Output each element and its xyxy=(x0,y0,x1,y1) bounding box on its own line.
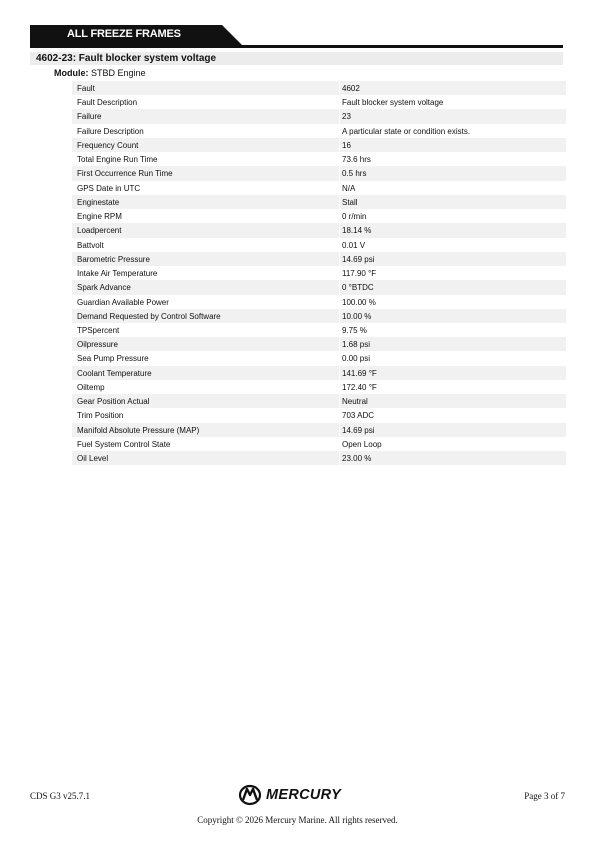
table-row xyxy=(72,252,566,266)
mercury-logo xyxy=(238,783,358,807)
row-label: Guardian Available Power xyxy=(77,297,169,307)
row-value: 0.5 hrs xyxy=(342,169,367,179)
row-label: Frequency Count xyxy=(77,140,139,150)
page-title: ALL FREEZE FRAMES xyxy=(67,28,181,40)
column-divider xyxy=(339,337,340,351)
row-label: Manifold Absolute Pressure (MAP) xyxy=(77,425,200,435)
row-label: GPS Date in UTC xyxy=(77,183,141,193)
row-label: Total Engine Run Time xyxy=(77,155,158,165)
row-value: 100.00 % xyxy=(342,297,376,307)
table-row xyxy=(72,380,566,394)
row-value: 10.00 % xyxy=(342,311,372,321)
table-row xyxy=(72,109,566,123)
row-label: Gear Position Actual xyxy=(77,397,150,407)
row-value: 14.69 psi xyxy=(342,425,375,435)
column-divider xyxy=(339,451,340,465)
row-value: 14.69 psi xyxy=(342,254,375,264)
row-label: Failure Description xyxy=(77,126,144,136)
row-value: 0.00 psi xyxy=(342,354,371,364)
column-divider xyxy=(339,380,340,394)
row-value: 703 ADC xyxy=(342,411,375,421)
column-divider xyxy=(339,109,340,123)
row-label: Spark Advance xyxy=(77,283,131,293)
brand-name: MERCURY xyxy=(266,787,342,803)
table-row xyxy=(72,166,566,180)
column-divider xyxy=(339,181,340,195)
row-label: Oiltemp xyxy=(77,382,105,392)
table-row xyxy=(72,280,566,294)
table-row xyxy=(72,209,566,223)
header-banner xyxy=(30,25,242,45)
row-label: Demand Requested by Control Software xyxy=(77,311,221,321)
row-label: Trim Position xyxy=(77,411,124,421)
row-label: Coolant Temperature xyxy=(77,368,152,378)
row-value: 0 °BTDC xyxy=(342,283,374,293)
row-label: Barometric Pressure xyxy=(77,254,150,264)
module-value: STBD Engine xyxy=(91,68,146,78)
table-row xyxy=(72,81,566,95)
row-value: 141.69 °F xyxy=(342,368,377,378)
table-row xyxy=(72,423,566,437)
row-value: 0.01 V xyxy=(342,240,366,250)
mercury-emblem-icon xyxy=(238,783,264,807)
column-divider xyxy=(339,423,340,437)
footer-version: CDS G3 v25.7.1 xyxy=(30,791,91,801)
row-label: Fault xyxy=(77,84,95,93)
table-row xyxy=(72,351,566,365)
module-label: Module: xyxy=(54,68,89,78)
table-row xyxy=(72,152,566,166)
column-divider xyxy=(339,408,340,422)
row-label: First Occurrence Run Time xyxy=(77,169,173,179)
row-label: Sea Pump Pressure xyxy=(77,354,149,364)
column-divider xyxy=(339,266,340,280)
column-divider xyxy=(339,280,340,294)
column-divider xyxy=(339,95,340,109)
row-value: A particular state or condition exists. xyxy=(342,126,471,136)
table-row xyxy=(72,195,566,209)
row-value: Open Loop xyxy=(342,439,382,449)
table-row xyxy=(72,323,566,337)
table-row xyxy=(72,337,566,351)
table-row xyxy=(72,266,566,280)
page-number: Page 3 of 7 xyxy=(524,791,565,801)
row-value: 117.90 °F xyxy=(342,269,377,279)
row-label: Oilpressure xyxy=(77,340,118,350)
row-label: TPSpercent xyxy=(77,325,120,335)
row-label: Intake Air Temperature xyxy=(77,269,158,279)
table-row xyxy=(72,124,566,138)
column-divider xyxy=(339,209,340,223)
row-value: 4602 xyxy=(342,84,360,93)
row-value: Fault blocker system voltage xyxy=(342,98,444,108)
column-divider xyxy=(339,323,340,337)
column-divider xyxy=(339,238,340,252)
column-divider xyxy=(339,394,340,408)
table-row xyxy=(72,437,566,451)
table-row xyxy=(72,181,566,195)
table-row xyxy=(72,223,566,237)
column-divider xyxy=(339,351,340,365)
module-line xyxy=(54,68,146,78)
row-value: Neutral xyxy=(342,397,368,407)
row-value: 9.75 % xyxy=(342,325,367,335)
table-row xyxy=(72,138,566,152)
table-row xyxy=(72,408,566,422)
column-divider xyxy=(339,195,340,209)
row-label: Battvolt xyxy=(77,240,104,250)
row-value: 0 r/min xyxy=(342,212,367,222)
table-row xyxy=(72,295,566,309)
table-row xyxy=(72,394,566,408)
table-row xyxy=(72,238,566,252)
column-divider xyxy=(339,252,340,266)
row-label: Loadpercent xyxy=(77,226,122,236)
row-value: 172.40 °F xyxy=(342,382,377,392)
column-divider xyxy=(339,124,340,138)
column-divider xyxy=(339,309,340,323)
column-divider xyxy=(339,437,340,451)
table-row xyxy=(72,451,566,465)
row-value: Stall xyxy=(342,197,358,207)
table-row xyxy=(72,366,566,380)
row-label: Oil Level xyxy=(77,454,109,464)
row-label: Fault Description xyxy=(77,98,138,108)
row-label: Fuel System Control State xyxy=(77,439,171,449)
section-title: 4602-23: Fault blocker system voltage xyxy=(36,53,217,64)
row-value: N/A xyxy=(342,183,356,193)
row-label: Enginestate xyxy=(77,197,120,207)
row-value: 16 xyxy=(342,140,351,150)
table-row xyxy=(72,95,566,109)
column-divider xyxy=(339,166,340,180)
column-divider xyxy=(339,295,340,309)
row-value: 23 xyxy=(342,112,351,122)
row-value: 73.6 hrs xyxy=(342,155,371,165)
column-divider xyxy=(339,152,340,166)
section-header xyxy=(30,52,563,65)
column-divider xyxy=(339,223,340,237)
copyright: Copyright © 2026 Mercury Marine. All rights reserved. xyxy=(197,815,398,825)
table-row xyxy=(72,309,566,323)
column-divider xyxy=(339,138,340,152)
column-divider xyxy=(339,81,340,95)
row-label: Engine RPM xyxy=(77,212,122,222)
freeze-frame-table xyxy=(72,81,566,465)
row-value: 1.68 psi xyxy=(342,340,371,350)
row-label: Failure xyxy=(77,112,102,122)
header-rule xyxy=(30,45,563,48)
column-divider xyxy=(339,366,340,380)
row-value: 18.14 % xyxy=(342,226,372,236)
row-value: 23.00 % xyxy=(342,454,372,464)
